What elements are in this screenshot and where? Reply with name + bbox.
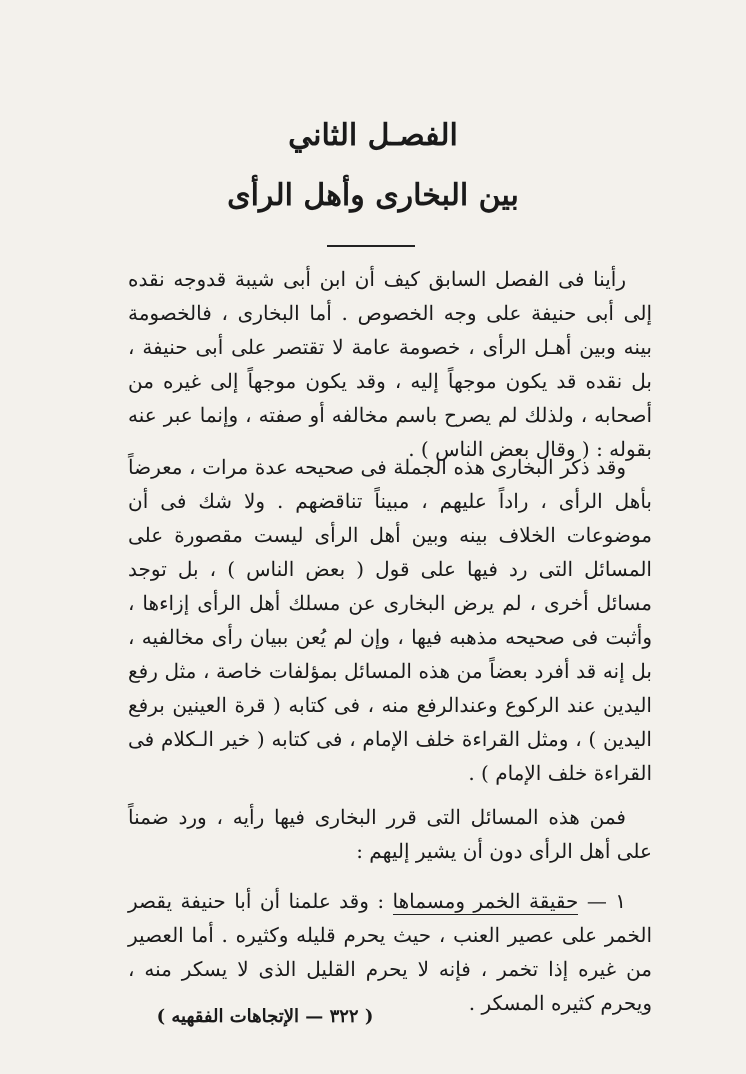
numbered-item-1-text (128, 884, 652, 1020)
paragraph-2 (128, 450, 652, 790)
numbered-item-1 (128, 884, 652, 1020)
chapter-subtitle: بين البخارى وأهل الرأى (227, 178, 519, 213)
paragraph-3 (128, 800, 652, 868)
title-divider (327, 245, 415, 247)
paragraph-1 (128, 262, 652, 466)
paragraph-1-text: رأينا فى الفصل السابق كيف أن ابن أبى شيبة قدوجه نقده إلى أبى حنيفة على وجه الخصوص . أما البخارى ، فالخصومة بينه وبين أهـل الرأى ، خصومة عامة لا تقتصر على أبى حنيفة ، بل نقده قد يكون موجهاً إليه ، وقد يكون موجهاً إلى غيره من أصحابه ، ولذلك لم يصرح باسم مخالفه أو صفته ، وإنما عبر عنه بقوله : ( وقال بعض الناس ) . (128, 267, 652, 461)
paragraph-3-text: فمن هذه المسائل التى قرر البخارى فيها رأيه ، ورد ضمناً على أهل الرأى دون أن يشير إليهم : (128, 805, 652, 863)
item-body: : وقد علمنا أن أبا حنيفة يقصر الخمر على عصير العنب ، حيث يحرم قليله وكثيره . أما العصير من غيره إذا تخمر ، فإنه لا يحرم القليل الذى لا يسكر منه ، ويحرم كثيره المسكر . (128, 889, 653, 1015)
paragraph-2-text: وقد ذكر البخارى هذه الجملة فى صحيحه عدة مرات ، معرضاً بأهل الرأى ، راداً عليهم ، مبيناً تناقضهم . ولا شك فى أن موضوعات الخلاف بينه وبين أهل الرأى ليست مقصورة على المسائل التى رد فيها على قول ( بعض الناس ) ، بل توجد مسائل أخرى ، لم يرض البخارى عن مسلك أهل الرأى إزاءها ، وأثبت فى صحيحه مذهبه فيها ، وإن لم يُعن ببيان رأى مخالفيه ، بل إنه قد أفرد بعضاً من هذه المسائل بمؤلفات خاصة ، مثل رفع اليدين عند الركوع وعندالرفع منه ، فى كتابه ( قرة العينين برفع اليدين ) ، ومثل القراءة خلف الإمام ، فى كتابه ( خير الـكلام فى القراءة خلف الإمام ) . (128, 455, 652, 785)
page-footer: ( ٣٢٢ — الإتجاهات الفقهيه ) (156, 1006, 374, 1027)
item-number: ١ — (586, 889, 627, 913)
item-heading: حقيقة الخمر ومسماها (392, 889, 579, 913)
chapter-title: الفصـل الثاني (288, 118, 458, 153)
